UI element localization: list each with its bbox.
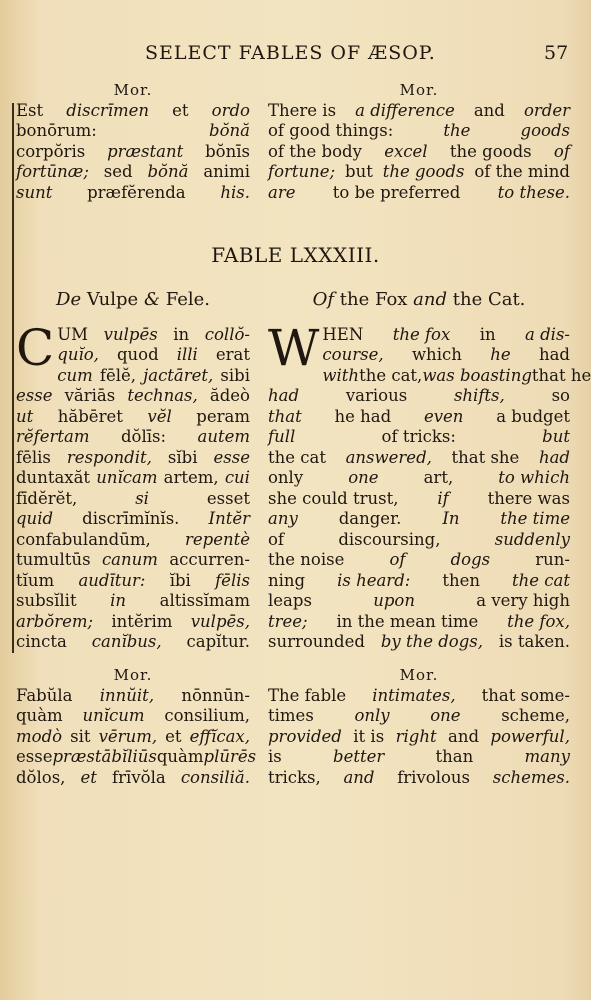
text-run: which xyxy=(411,345,462,364)
text-run: sed xyxy=(103,162,133,181)
text-line xyxy=(57,366,250,387)
italic-run: tree; xyxy=(268,611,308,631)
italic-run: unĭcam xyxy=(96,468,158,487)
italic-run: ordo xyxy=(211,100,250,120)
text-run: ning xyxy=(268,570,306,590)
italic-run: upon xyxy=(373,591,415,610)
top-moral-latin xyxy=(16,80,250,203)
text-run: Vulpe xyxy=(81,289,144,310)
text-line xyxy=(57,345,250,366)
text-run: in xyxy=(173,324,190,344)
italic-run: audītur: xyxy=(78,570,146,590)
italic-run: powerful, xyxy=(490,726,570,746)
text-line xyxy=(16,727,250,748)
italic-run: cum xyxy=(57,365,93,385)
moral-text xyxy=(16,685,257,789)
text-line xyxy=(268,632,570,653)
italic-run: dogs xyxy=(450,550,491,569)
italic-run: unĭcum xyxy=(82,706,145,725)
latin-title xyxy=(16,290,250,311)
italic-run: is heard: xyxy=(337,570,411,590)
text-run: run- xyxy=(535,550,570,569)
text-run: she could trust, xyxy=(268,488,399,508)
text-line xyxy=(268,142,570,163)
text-run: et xyxy=(172,100,189,120)
column-rule xyxy=(12,103,14,653)
italic-run: suddenly xyxy=(494,529,570,549)
english-body xyxy=(268,318,591,653)
text-run: sĭbi xyxy=(167,447,198,467)
italic-run: esse xyxy=(213,447,250,467)
text-line xyxy=(268,468,570,489)
text-run: that he xyxy=(531,365,591,385)
text-line xyxy=(16,489,250,510)
italic-run: canum xyxy=(101,550,158,569)
text-line xyxy=(16,407,250,428)
page-number: 57 xyxy=(544,42,569,64)
text-line xyxy=(16,101,250,122)
italic-run: plūrēs xyxy=(203,747,257,766)
text-line xyxy=(268,612,570,633)
text-line xyxy=(268,162,570,183)
italic-run: that xyxy=(268,406,302,426)
text-line xyxy=(16,768,250,789)
italic-run: ut xyxy=(16,406,34,426)
text-line xyxy=(16,162,250,183)
italic-run: quid xyxy=(16,509,54,528)
text-run: tricks, xyxy=(268,767,321,787)
text-run: quod xyxy=(116,345,159,364)
italic-run: of xyxy=(389,550,406,569)
italic-run: he xyxy=(490,345,511,364)
text-line xyxy=(268,571,570,592)
text-run: of xyxy=(268,529,285,549)
text-run: to be preferred xyxy=(332,182,461,202)
text-run: consilium, xyxy=(164,706,250,725)
italic-run: by the dogs, xyxy=(380,632,484,651)
moral-text xyxy=(268,686,570,789)
italic-run: quĭo, xyxy=(57,345,99,364)
text-run: that she xyxy=(451,447,520,467)
text-run: of good things: xyxy=(268,121,394,140)
running-head: SELECT FABLES OF ÆSOP. xyxy=(145,42,436,64)
moral-text xyxy=(268,101,570,204)
italic-run: præstant xyxy=(107,141,184,161)
italic-run: excel xyxy=(384,141,428,161)
text-run: surrounded xyxy=(268,632,365,651)
italic-run: modò xyxy=(16,726,63,746)
text-run: leaps xyxy=(268,591,312,610)
text-run: fīdĕrĕt, xyxy=(16,488,78,508)
text-line xyxy=(268,448,570,469)
italic-run: et xyxy=(80,767,97,787)
italic-run: bŏnă xyxy=(209,121,250,140)
text-run: intĕrim xyxy=(111,611,173,631)
text-run: hăbēret xyxy=(57,406,123,426)
text-run: discrīmĭnĭs. xyxy=(82,509,180,528)
moral-text xyxy=(16,101,250,204)
text-run: esset xyxy=(206,488,250,508)
text-run: altissĭmam xyxy=(159,591,250,610)
text-line xyxy=(268,509,570,530)
text-run: danger. xyxy=(338,509,402,528)
italic-run: the fox xyxy=(392,324,451,344)
text-line xyxy=(268,427,570,448)
italic-run: and xyxy=(413,289,448,310)
text-run: animi xyxy=(203,162,250,181)
italic-run: the goods xyxy=(382,162,465,181)
italic-run: fortūnæ; xyxy=(16,162,89,181)
italic-run: one xyxy=(348,468,379,487)
text-run: HEN xyxy=(322,324,364,344)
moral-heading: Mor. xyxy=(113,81,153,99)
italic-run: the cat xyxy=(511,570,570,590)
text-run: the goods xyxy=(449,141,532,161)
text-run: in the mean time xyxy=(336,611,479,631)
text-line xyxy=(268,591,570,612)
italic-run: esse xyxy=(16,386,53,405)
italic-run: and xyxy=(343,767,375,787)
text-run: sibi xyxy=(220,365,250,385)
italic-run: & xyxy=(143,289,160,310)
text-run: cincta xyxy=(16,632,67,651)
text-line xyxy=(16,427,250,448)
italic-run: had xyxy=(538,447,570,467)
italic-run: only xyxy=(354,706,390,725)
text-run: quàm xyxy=(16,706,63,725)
text-line xyxy=(322,365,591,387)
italic-run: course, xyxy=(322,345,384,364)
italic-run: but xyxy=(542,427,570,446)
italic-run: schemes. xyxy=(492,767,570,787)
text-line xyxy=(16,571,250,592)
fable-title: FABLE LXXXIII. xyxy=(211,243,380,267)
italic-run: the fox, xyxy=(507,611,570,631)
italic-run: if xyxy=(437,488,449,508)
italic-run: right xyxy=(395,726,437,746)
text-run: art, xyxy=(423,468,454,487)
text-run: præfĕrenda xyxy=(87,182,186,202)
italic-run: of xyxy=(553,141,570,161)
italic-run: provided xyxy=(268,726,342,746)
text-run: tĭum xyxy=(16,570,55,590)
text-line xyxy=(16,386,250,407)
italic-run: vērum, xyxy=(98,726,158,746)
italic-run: jactāret, xyxy=(143,365,214,385)
text-run: that some- xyxy=(481,685,570,705)
text-run: but xyxy=(345,162,373,181)
italic-run: effĭcax, xyxy=(189,726,250,746)
italic-run: bŏnă xyxy=(147,162,189,181)
drop-capital: C xyxy=(16,318,55,377)
text-line xyxy=(268,386,570,407)
italic-run: rĕfertam xyxy=(16,427,90,446)
text-run: the Fox xyxy=(334,289,414,310)
italic-run: in xyxy=(110,591,127,610)
text-run: and xyxy=(447,726,480,746)
italic-run: even xyxy=(423,406,464,426)
text-run: the noise xyxy=(268,550,345,569)
text-run: The fable xyxy=(268,685,347,705)
italic-run: De xyxy=(56,289,82,310)
text-line xyxy=(268,530,570,551)
text-run: ădeò xyxy=(209,386,250,405)
text-line xyxy=(16,530,250,551)
text-run: bŏnīs xyxy=(205,141,250,161)
latin-body xyxy=(16,318,250,653)
text-run: capĭtur. xyxy=(186,632,250,651)
bottom-moral-english xyxy=(268,665,570,788)
italic-run: with xyxy=(322,365,360,385)
text-run: of the body xyxy=(268,141,362,161)
text-run: it is xyxy=(353,726,385,746)
text-run: There is xyxy=(268,100,337,120)
text-run: there was xyxy=(487,488,570,508)
text-line xyxy=(16,142,250,163)
text-line xyxy=(16,468,250,489)
text-line xyxy=(57,325,250,346)
text-run: UM xyxy=(57,324,89,344)
text-run: the cat xyxy=(268,447,326,467)
text-run: in xyxy=(479,324,496,344)
italic-run: a dis- xyxy=(525,324,570,344)
text-run: confabulandūm, xyxy=(16,529,151,549)
text-run: erat xyxy=(215,345,250,364)
moral-heading: Mor. xyxy=(113,666,153,684)
text-run: dŏlīs: xyxy=(120,427,167,446)
text-line xyxy=(268,183,570,204)
text-run: he had xyxy=(334,406,392,426)
italic-run: autem xyxy=(197,427,250,446)
text-line xyxy=(268,121,570,142)
text-run: accurren- xyxy=(169,550,250,569)
text-run: artem, xyxy=(163,468,219,487)
italic-run: discrīmen xyxy=(66,100,150,120)
italic-run: better xyxy=(333,747,385,766)
text-run: tumultūs xyxy=(16,550,91,569)
text-run: so xyxy=(551,386,570,405)
text-line xyxy=(16,686,250,707)
text-line xyxy=(322,345,570,366)
italic-run: was boasting xyxy=(422,365,532,385)
text-line xyxy=(16,448,250,469)
text-line xyxy=(16,632,250,653)
english-title xyxy=(268,290,570,311)
text-line xyxy=(268,101,570,122)
italic-run: vĕl xyxy=(147,406,172,426)
text-run: corpŏris xyxy=(16,141,86,161)
text-run: had xyxy=(538,345,570,364)
italic-run: vulpēs xyxy=(103,324,158,344)
italic-run: consiliă. xyxy=(180,767,250,787)
text-run: ĭbi xyxy=(169,570,191,590)
text-run: Fabŭla xyxy=(16,685,73,705)
text-line xyxy=(268,768,570,789)
italic-run: arbŏrem; xyxy=(16,611,94,631)
text-run: subsĭlit xyxy=(16,591,77,610)
italic-run: goods xyxy=(520,121,570,140)
italic-run: canĭbus, xyxy=(91,632,162,651)
italic-run: In xyxy=(442,509,460,528)
italic-run: respondit, xyxy=(66,447,152,467)
text-line xyxy=(268,706,570,727)
text-line xyxy=(16,183,250,204)
text-run: a very high xyxy=(476,591,570,610)
italic-run: Intĕr xyxy=(208,509,250,528)
text-run: a budget xyxy=(496,406,570,426)
text-run: bonōrum: xyxy=(16,121,97,140)
italic-run: answered, xyxy=(345,447,432,467)
text-run: et xyxy=(165,726,182,746)
italic-run: si xyxy=(135,488,149,508)
italic-run: fēlis xyxy=(215,570,250,590)
italic-run: his. xyxy=(220,182,250,202)
text-line xyxy=(16,509,250,530)
text-line xyxy=(16,612,250,633)
text-line xyxy=(16,550,250,571)
english-fable xyxy=(268,289,591,653)
text-line xyxy=(16,121,250,142)
text-run: various xyxy=(345,386,408,405)
text-run: discoursing, xyxy=(338,529,441,549)
text-run: văriās xyxy=(64,386,116,405)
italic-run: shifts, xyxy=(453,386,505,405)
italic-run: to which xyxy=(498,468,570,487)
text-run: is xyxy=(268,747,282,766)
italic-run: are xyxy=(268,182,296,202)
text-run: of the mind xyxy=(474,162,570,181)
italic-run: innŭit, xyxy=(99,685,155,705)
text-line xyxy=(268,727,570,748)
latin-fable xyxy=(16,290,250,653)
text-run: frīvŏla xyxy=(112,767,166,787)
italic-run: illi xyxy=(176,345,198,364)
text-run: fēlĕ, xyxy=(99,365,137,385)
italic-run: the time xyxy=(500,509,570,528)
italic-run: the xyxy=(443,121,471,140)
italic-run: many xyxy=(524,747,570,766)
text-run: and xyxy=(473,100,505,120)
text-run: duntaxăt xyxy=(16,468,91,487)
text-run: the cat, xyxy=(359,365,423,385)
italic-run: cui xyxy=(224,468,250,487)
text-run: peram xyxy=(196,406,250,426)
text-run: is taken. xyxy=(498,632,570,651)
text-run: quàm xyxy=(156,747,204,766)
italic-run: præstābĭliūs xyxy=(52,747,157,766)
text-line xyxy=(268,747,570,768)
text-run: sit xyxy=(70,726,91,746)
italic-run: had xyxy=(268,386,300,405)
text-run: esse xyxy=(16,747,53,766)
text-run: the Cat. xyxy=(447,289,526,310)
drop-capital: W xyxy=(268,318,320,377)
text-run: frivolous xyxy=(397,767,471,787)
text-line xyxy=(268,407,570,428)
text-line xyxy=(268,489,570,510)
moral-heading: Mor. xyxy=(399,666,439,684)
text-line xyxy=(268,550,570,571)
italic-run: sunt xyxy=(16,182,53,202)
text-line xyxy=(16,706,250,727)
text-run: Fele. xyxy=(159,289,210,310)
text-run: fēlis xyxy=(16,447,51,467)
italic-run: to these. xyxy=(497,182,570,202)
italic-run: collŏ- xyxy=(204,324,250,344)
text-run: nōnnūn- xyxy=(181,685,250,705)
italic-run: a difference xyxy=(355,100,455,120)
text-run: only xyxy=(268,468,304,487)
text-run: scheme, xyxy=(501,706,570,725)
italic-run: repentè xyxy=(184,529,250,549)
text-run: dŏlos, xyxy=(16,767,66,787)
moral-heading: Mor. xyxy=(399,81,439,99)
italic-run: any xyxy=(268,509,298,528)
italic-run: full xyxy=(268,427,296,446)
italic-run: fortune; xyxy=(268,162,336,181)
italic-run: intimates, xyxy=(372,685,456,705)
text-run: then xyxy=(442,570,480,590)
text-line xyxy=(16,747,257,768)
text-run: times xyxy=(268,706,314,725)
text-line xyxy=(268,686,570,707)
italic-run: one xyxy=(430,706,461,725)
italic-run: Of xyxy=(312,289,335,310)
text-line xyxy=(322,325,570,346)
bottom-moral-latin xyxy=(16,665,257,788)
text-run: of tricks: xyxy=(381,427,456,446)
text-run: than xyxy=(435,747,474,766)
italic-run: technas, xyxy=(127,386,198,405)
italic-run: vulpēs, xyxy=(190,611,250,631)
top-moral-english xyxy=(268,80,570,203)
text-line xyxy=(16,591,250,612)
text-run: Est xyxy=(16,100,44,120)
italic-run: order xyxy=(523,100,570,120)
